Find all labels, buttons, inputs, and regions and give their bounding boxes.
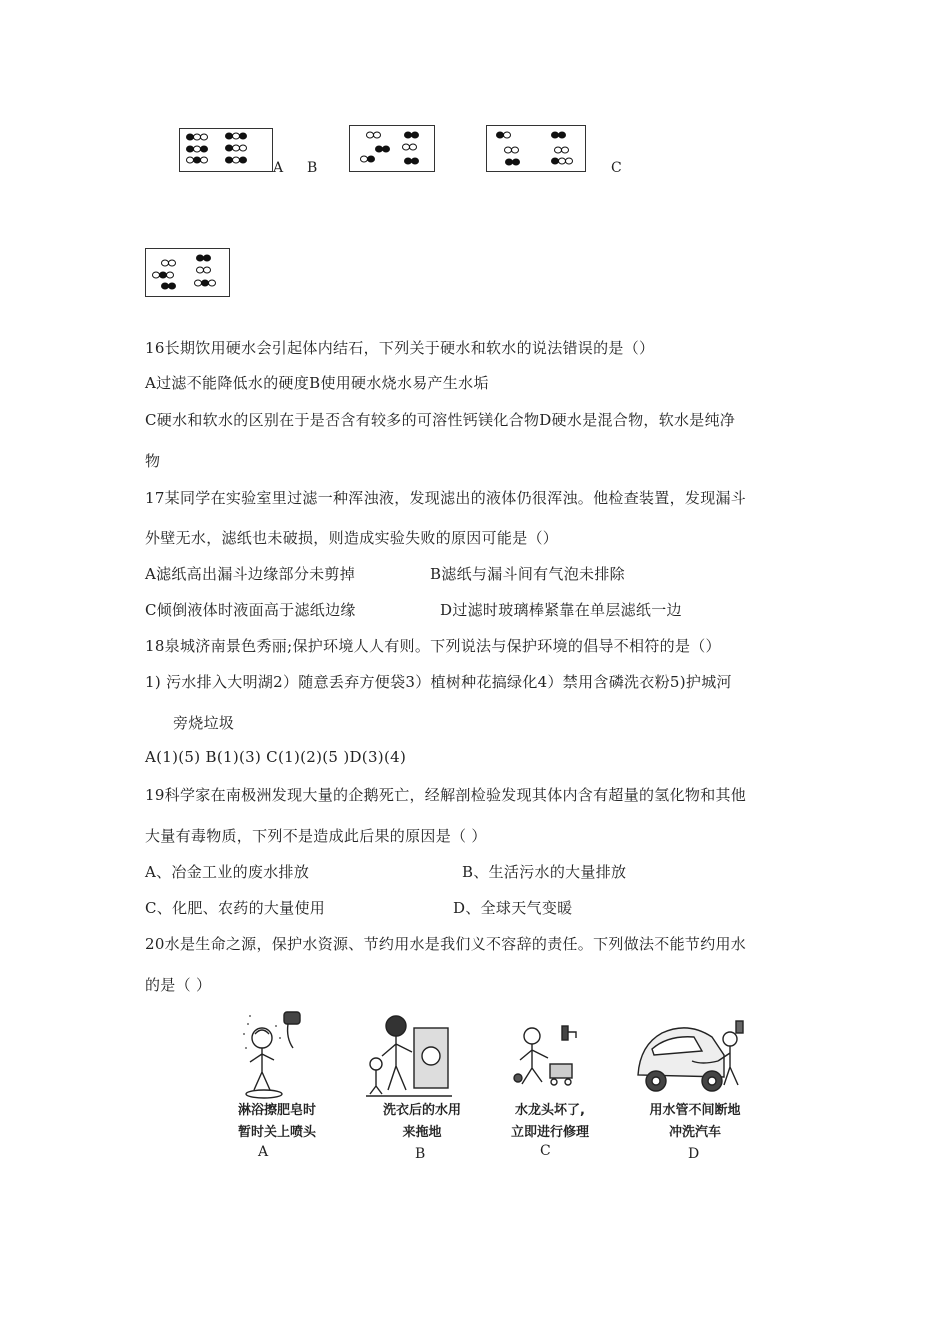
picture-a-letter: A [258, 1144, 269, 1160]
q17-option-c: C倾倒液体时液面高于滤纸边缘 [145, 601, 356, 619]
picture-a-caption [227, 1100, 327, 1144]
diagram-label-a: A [273, 160, 284, 176]
q20-stem-1: 20水是生命之源，保护水资源、节约用水是我们义不容辞的责任。下列做法不能节约用水 [145, 935, 747, 953]
q19-option-b: B、生活污水的大量排放 [462, 863, 627, 881]
faucet-repair-illustration [510, 1020, 582, 1100]
q16-options-ab: A过滤不能降低水的硬度B使用硬水烧水易产生水垢 [145, 374, 489, 392]
picture-b-caption-line1: 洗衣后的水用 [382, 1103, 461, 1118]
molecule-box-2 [349, 125, 435, 172]
q16-stem: 16长期饮用硬水会引起体内结石，下列关于硬水和软水的说法错误的是（） [145, 339, 655, 357]
picture-d-letter: D [688, 1146, 700, 1162]
molecule-diagram-4 [146, 249, 229, 296]
picture-c-letter: C [540, 1143, 551, 1159]
picture-d-caption-line1: 用水管不间断地 [649, 1103, 741, 1118]
picture-a-caption-line1: 淋浴擦肥皂时 [237, 1103, 316, 1118]
q19-option-c: C、化肥、农药的大量使用 [145, 899, 326, 917]
q18-items-cont: 旁烧垃圾 [173, 714, 235, 732]
q16-options-cd: C硬水和软水的区别在于是否含有较多的可溶性钙镁化合物D硬水是混合物，软水是纯净 [145, 411, 736, 429]
picture-c-caption-line2: 立即进行修理 [510, 1125, 589, 1140]
q18-options: A(1)(5) B(1)(3) C(1)(2)(5 )D(3)(4) [145, 748, 407, 766]
q17-option-d: D过滤时玻璃棒紧靠在单层滤纸一边 [440, 601, 682, 619]
molecule-box-1 [179, 128, 273, 172]
q17-stem-2: 外壁无水，滤纸也未破损，则造成实验失败的原因可能是（） [145, 529, 559, 547]
diagram-label-c: C [611, 160, 622, 176]
molecule-box-3 [486, 125, 586, 172]
picture-d-caption [640, 1100, 750, 1144]
q19-option-a: A、冶金工业的废水排放 [145, 863, 310, 881]
q18-items: 1) 污水排入大明湖2）随意丢弃方便袋3）植树种花搞绿化4）禁用含磷洗衣粉5)护城河 [145, 673, 732, 691]
picture-c-caption [500, 1100, 600, 1144]
molecule-box-4 [145, 248, 230, 297]
picture-b-letter: B [415, 1146, 426, 1162]
picture-a-caption-line2: 暂时关上喷头 [237, 1125, 316, 1140]
washing-illustration [362, 1008, 457, 1100]
picture-b-caption [372, 1100, 472, 1144]
q19-option-d: D、全球天气变暖 [453, 899, 573, 917]
q19-stem-1: 19科学家在南极洲发现大量的企鹅死亡，经解剖检验发现其体内含有超量的氢化物和其他 [145, 786, 747, 804]
diagram-label-b: B [307, 160, 318, 176]
q19-stem-2: 大量有毒物质，下列不是造成此后果的原因是（ ） [145, 827, 487, 845]
q17-option-a: A滤纸高出漏斗边缘部分未剪掉 [145, 565, 356, 583]
car-washing-illustration [632, 1015, 750, 1100]
picture-d-caption-line2: 冲洗汽车 [668, 1125, 721, 1140]
q17-option-b: B滤纸与漏斗间有气泡未排除 [430, 565, 625, 583]
q17-stem-1: 17某同学在实验室里过滤一种浑浊液，发现滤出的液体仍很浑浊。他检查装置，发现漏斗 [145, 489, 747, 507]
molecule-diagram-2 [350, 126, 434, 171]
q18-stem: 18泉城济南景色秀丽;保护环境人人有则。下列说法与保护环境的倡导不相符的是（） [145, 637, 721, 655]
molecule-diagram-3 [487, 126, 585, 171]
shower-illustration [238, 1008, 308, 1100]
q16-options-cd-cont: 物 [145, 452, 161, 470]
picture-b-caption-line2: 来拖地 [402, 1125, 442, 1140]
q20-stem-2: 的是（ ） [145, 976, 212, 994]
picture-c-caption-line1: 水龙头坏了, [515, 1103, 585, 1118]
molecule-diagram-1 [180, 129, 272, 171]
